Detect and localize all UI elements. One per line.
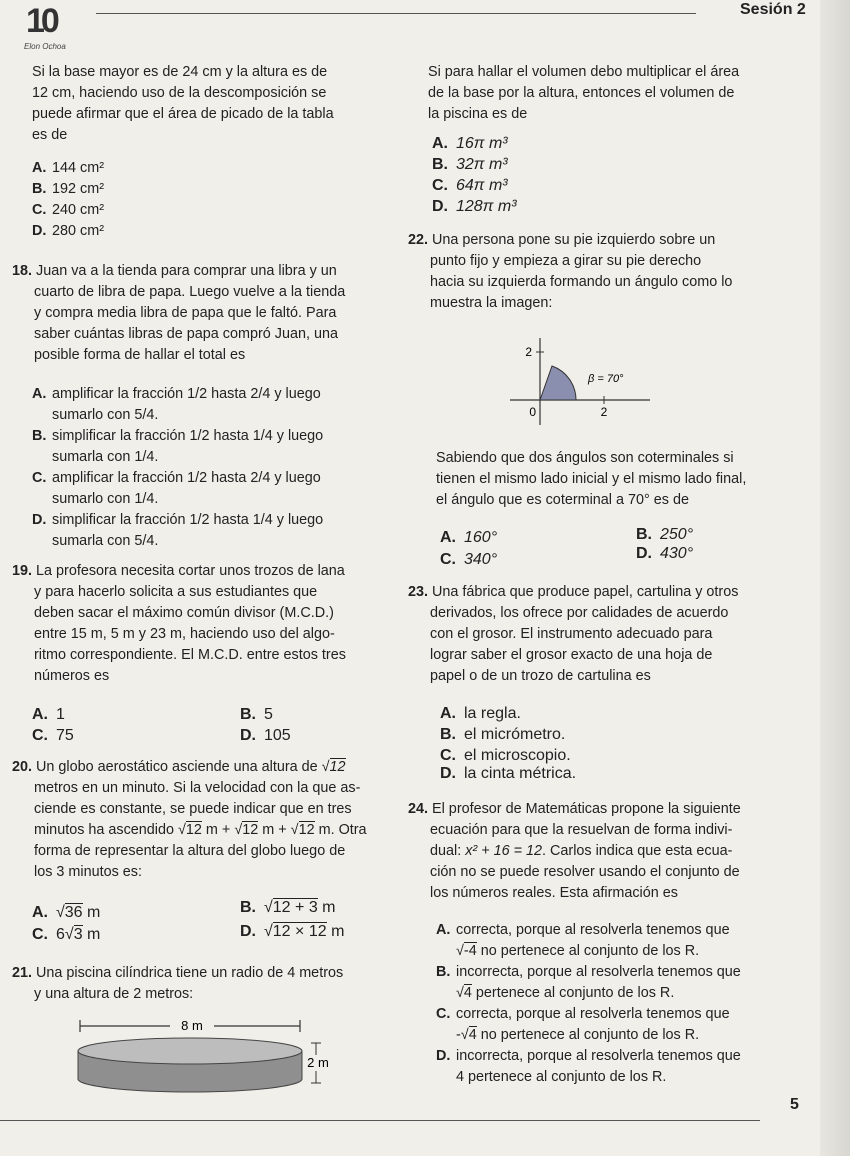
width-label: 8 m [181, 1018, 203, 1033]
footer-rule [0, 1120, 760, 1121]
page-number: 5 [790, 1096, 799, 1113]
angle-label: β = 70° [588, 373, 624, 385]
question-21-continued: Si para hallar el volumen debo multiplicar el área de la base por la altura, entonces el volumen de la piscina es de [428, 64, 740, 122]
q17-option-a[interactable]: A. 144 cm² [32, 160, 104, 176]
q20-option-b[interactable]: B. √12 + 3 m [240, 899, 336, 916]
logo-subtitle: Elon Ochoa [24, 42, 66, 51]
q20-number: 20. [12, 759, 33, 775]
q24-number: 24. [408, 801, 429, 817]
question-17 [32, 62, 382, 242]
q20-option-d[interactable]: D. √12 × 12 m [240, 923, 345, 940]
q19-option-c[interactable]: C. 75 [32, 727, 74, 744]
q22-number: 22. [408, 232, 429, 248]
question-24: 24. El profesor de Matemáticas propone la siguiente ecuación para que la resuelvan de forma indivi- dual: x² + 16 = 12. Carlos indica que esta ecua- ción no se puede resolver usando el conjunto de los números reales. Esta afirmación es [408, 801, 741, 901]
q18-line: y compra media libra de papa que le faltó. Para [34, 305, 337, 321]
q17-option-b[interactable]: B. 192 cm² [32, 181, 104, 197]
y-tick-label: 2 [525, 345, 532, 359]
q21-option-d[interactable]: D. 128π m³ [432, 198, 517, 215]
q19-line: deben sacar el máximo común divisor (M.C.D.) [34, 605, 334, 621]
q22-option-b[interactable]: B. 250° [636, 526, 694, 543]
q23-option-d[interactable]: D. la cinta métrica. [440, 765, 577, 782]
question-23: 23. Una fábrica que produce papel, cartulina y otros derivados, los ofrece por calidades de acuerdo con el grosor. El instrumento adecuado para lograr saber el grosor exacto de una hoja de papel o de un trozo de cartulina es [408, 584, 739, 684]
q24-option-a[interactable]: A. correcta, porque al resolverla tenemos que √-4 no pertenece al conjunto de los R. [436, 922, 730, 959]
q18-line: Juan va a la tienda para comprar una libra y un [36, 263, 337, 279]
origin-label: 0 [529, 405, 536, 419]
q19-line: entre 15 m, 5 m y 23 m, haciendo uso del algo- [34, 626, 335, 642]
question-18 [12, 261, 384, 552]
q22-option-c[interactable]: C. 340° [440, 551, 498, 568]
q17-option-c[interactable]: C. 240 cm² [32, 202, 104, 218]
q23-option-c[interactable]: C. el microscopio. [440, 747, 571, 764]
question-22: 22. Una persona pone su pie izquierdo sobre un punto fijo y empieza a girar su pie derecho hacia su izquierda formando un ángulo como lo muestra la imagen: [408, 232, 733, 311]
q20-option-a[interactable]: A. √36 m [32, 904, 101, 921]
q18-option-c[interactable]: C. amplificar la fracción 1/2 hasta 2/4 y luego sumarlo con 1/4. [32, 470, 321, 507]
q22-option-a[interactable]: A. 160° [440, 529, 498, 546]
q22-option-d[interactable]: D. 430° [636, 545, 694, 562]
q23-number: 23. [408, 584, 429, 600]
angle-sector [540, 366, 576, 400]
angle-figure [500, 330, 660, 430]
q24-option-d[interactable]: D. incorrecta, porque al resolverla tenemos que 4 pertenece al conjunto de los R. [436, 1048, 741, 1085]
q17-line: puede afirmar que el área de picado de la tabla [32, 106, 334, 122]
q24-option-b[interactable]: B. incorrecta, porque al resolverla tenemos que √4 pertenece al conjunto de los R. [436, 964, 741, 1001]
q18-line: cuarto de libra de papa. Luego vuelve a la tienda [34, 284, 346, 300]
q18-line: saber cuántas libras de papa compró Juan, una [34, 326, 338, 342]
q23-option-a[interactable]: A. la regla. [440, 705, 521, 722]
q17-line: es de [32, 127, 68, 143]
q21-number: 21. [12, 965, 33, 981]
q19-option-d[interactable]: D. 105 [240, 727, 291, 744]
q19-line: números es [34, 668, 110, 684]
logo: 10 [26, 2, 56, 40]
q20-option-c[interactable]: C. 6√3 m [32, 926, 101, 943]
q18-number: 18. [12, 263, 33, 279]
q17-line: 12 cm, haciendo uso de la descomposición se [32, 85, 327, 101]
cylinder-figure [60, 1015, 360, 1097]
q24-options [436, 920, 796, 1088]
q24-option-c[interactable]: C. correcta, porque al resolverla tenemos que -√4 no pertenece al conjunto de los R. [436, 1006, 730, 1043]
q22-statement: Sabiendo que dos ángulos son coterminales si tienen el mismo lado inicial y el mismo lado final, el ángulo que es coterminal a 70° es de [436, 450, 747, 508]
q21-option-a[interactable]: A. 16π m³ [432, 135, 508, 152]
question-21: 21. Una piscina cilíndrica tiene un radio de 4 metros y una altura de 2 metros: [12, 965, 344, 1002]
q17-option-d[interactable]: D. 280 cm² [32, 223, 104, 239]
q18-option-b[interactable]: B. simplificar la fracción 1/2 hasta 1/4 y luego sumarla con 1/4. [32, 428, 324, 465]
session-title: Sesión 2 [740, 1, 806, 18]
q21-option-b[interactable]: B. 32π m³ [432, 156, 508, 173]
q19-line: ritmo correspondiente. El M.C.D. entre estos tres [34, 647, 346, 663]
cylinder-top [78, 1038, 302, 1064]
q19-line: La profesora necesita cortar unos trozos de lana [36, 563, 345, 579]
page-edge [820, 0, 850, 1156]
q21-option-c[interactable]: C. 64π m³ [432, 177, 508, 194]
height-label: 2 m [307, 1055, 329, 1070]
q18-line: posible forma de hallar el total es [34, 347, 246, 363]
q19-option-b[interactable]: B. 5 [240, 706, 273, 723]
equation: x² + 16 = 12 [465, 843, 543, 859]
header-rule [96, 13, 696, 14]
q19-number: 19. [12, 563, 33, 579]
question-20: 20. Un globo aerostático asciende una altura de √12 metros en un minuto. Si la velocidad con la que as- ciende es constante, se puede indicar que en tres minutos ha ascendido √12 m + √12 m + √12 m. Otra forma de representar la altura del globo luego de los 3 minutos es: [12, 759, 367, 880]
q18-option-d[interactable]: D. simplificar la fracción 1/2 hasta 1/4 y luego sumarla con 5/4. [32, 512, 324, 549]
question-19 [12, 561, 384, 687]
q23-option-b[interactable]: B. el micrómetro. [440, 726, 566, 743]
q19-line: y para hacerlo solicita a sus estudiantes que [34, 584, 318, 600]
q18-option-a[interactable]: A. amplificar la fracción 1/2 hasta 2/4 y luego sumarlo con 5/4. [32, 386, 321, 423]
q19-option-a[interactable]: A. 1 [32, 706, 65, 723]
x-tick-label: 2 [600, 405, 608, 419]
q17-line: Si la base mayor es de 24 cm y la altura es de [32, 64, 328, 80]
